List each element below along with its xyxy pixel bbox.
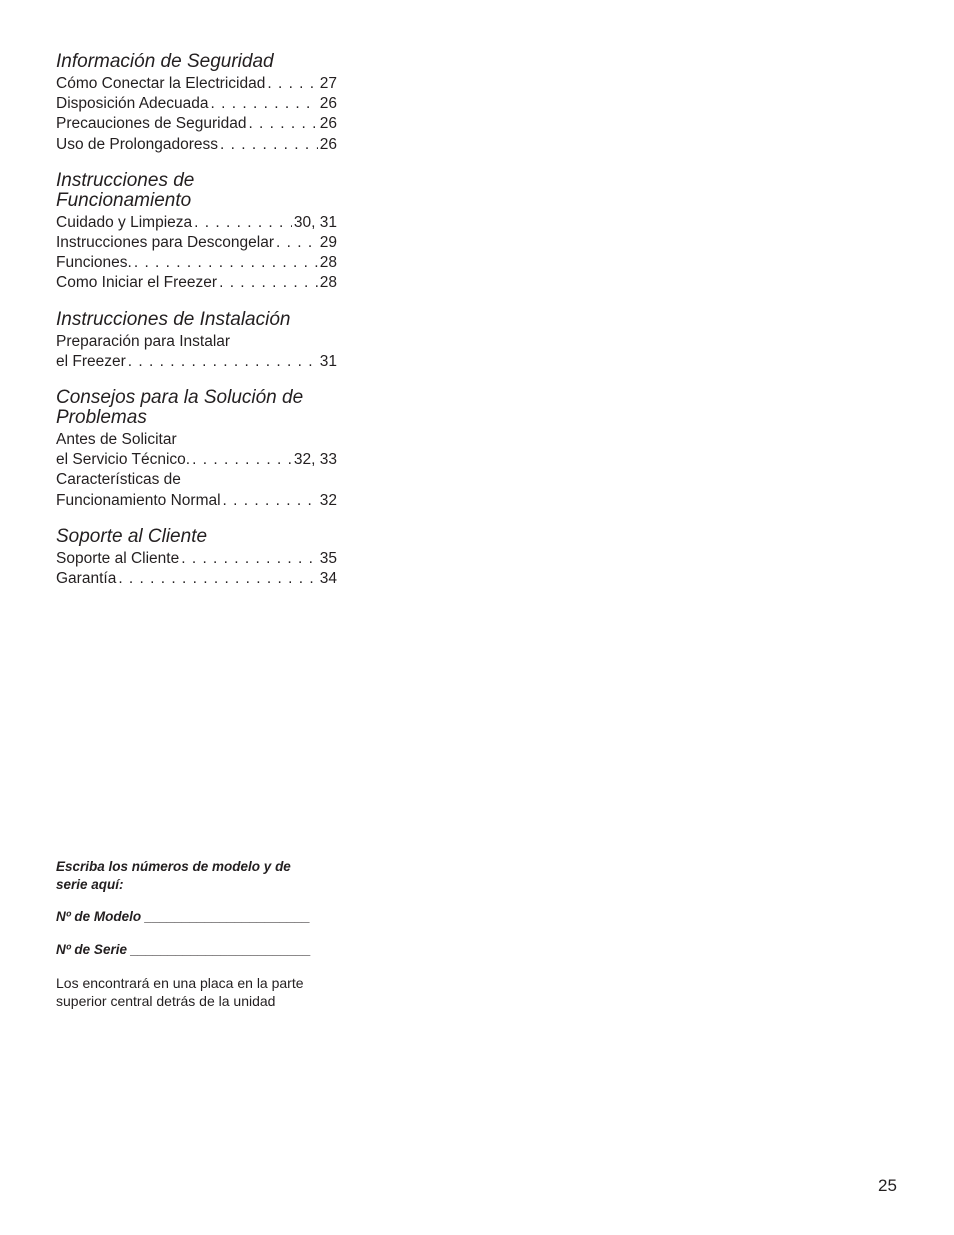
entry-label: Precauciones de Seguridad xyxy=(56,115,247,133)
entry-label-line1: Antes de Solicitar xyxy=(56,431,177,449)
record-note xyxy=(56,974,336,1010)
section-title-line: Consejos para la Solución de xyxy=(56,387,304,409)
section-title-line: Funcionamiento xyxy=(56,189,192,211)
dot-leader xyxy=(223,491,318,511)
dot-leader xyxy=(248,114,317,134)
dot-leader xyxy=(219,273,318,293)
section-title-line: Instrucciones de xyxy=(56,169,195,191)
record-note-line: Los encontrará en una placa en la parte xyxy=(56,975,304,991)
dot-leader xyxy=(181,549,318,569)
toc-entry[interactable] xyxy=(56,470,337,510)
toc-entry[interactable] xyxy=(56,135,337,155)
entry-label: Funciones. xyxy=(56,254,132,272)
toc-section-troubleshooting xyxy=(56,388,337,511)
entry-label: Garantía xyxy=(56,570,117,588)
section-title: Soporte al Cliente xyxy=(56,525,208,547)
entry-label: Cuidado y Limpieza xyxy=(56,213,193,231)
entry-page: 31 xyxy=(319,352,337,370)
entry-label: Funcionamiento Normal xyxy=(56,491,221,509)
entry-page: 28 xyxy=(319,254,337,272)
section-title: Información de Seguridad xyxy=(56,51,274,72)
record-heading-line: Escriba los números de modelo y de xyxy=(56,859,291,874)
dot-leader xyxy=(134,253,318,273)
record-note-line: superior central detrás de la unidad xyxy=(56,993,276,1009)
section-title xyxy=(56,171,337,211)
entry-page: 35 xyxy=(319,549,337,567)
entry-label: el Servicio Técnico. xyxy=(56,451,191,469)
toc-entry[interactable] xyxy=(56,332,337,372)
toc-section-safety xyxy=(56,52,337,155)
entry-page: 28 xyxy=(319,274,337,292)
serial-number-field[interactable]: Nº de Serie ________________________ xyxy=(56,942,311,957)
toc-entry[interactable] xyxy=(56,430,337,470)
toc-entry[interactable] xyxy=(56,233,337,253)
entry-label: Instrucciones para Descongelar xyxy=(56,234,274,252)
dot-leader xyxy=(267,74,317,94)
dot-leader xyxy=(194,213,292,233)
section-title xyxy=(56,388,337,428)
toc-entry[interactable] xyxy=(56,569,337,589)
table-of-contents xyxy=(56,52,337,605)
dot-leader xyxy=(276,233,318,253)
toc-entry[interactable] xyxy=(56,549,337,569)
entry-page: 30, 31 xyxy=(293,213,337,231)
dot-leader xyxy=(192,450,292,470)
record-heading xyxy=(56,858,336,894)
toc-entry[interactable] xyxy=(56,273,337,293)
entry-page: 32 xyxy=(319,491,337,509)
entry-page: 26 xyxy=(319,135,337,153)
entry-label: Como Iniciar el Freezer xyxy=(56,274,218,292)
toc-section-installation xyxy=(56,310,337,372)
entry-label: el Freezer xyxy=(56,352,126,370)
entry-page: 34 xyxy=(319,570,337,588)
entry-page: 29 xyxy=(319,234,337,252)
entry-label-line1: Preparación para Instalar xyxy=(56,332,231,350)
entry-page: 32, 33 xyxy=(293,451,337,469)
toc-section-customer-support xyxy=(56,527,337,589)
toc-entry[interactable] xyxy=(56,94,337,114)
section-title-line: Problemas xyxy=(56,407,147,429)
entry-page: 27 xyxy=(319,75,337,92)
entry-page: 26 xyxy=(319,115,337,133)
model-number-field[interactable]: Nº de Modelo ______________________ xyxy=(56,909,311,924)
dot-leader xyxy=(128,352,318,372)
toc-entry[interactable] xyxy=(56,74,337,94)
entry-label: Soporte al Cliente xyxy=(56,549,180,567)
model-serial-record xyxy=(56,858,336,1010)
toc-entry[interactable] xyxy=(56,114,337,134)
toc-entry[interactable] xyxy=(56,213,337,233)
entry-label: Uso de Prolongadoress xyxy=(56,135,218,153)
toc-section-operating xyxy=(56,171,337,294)
entry-label: Cómo Conectar la Electricidad xyxy=(56,75,266,92)
record-heading-line: serie aquí: xyxy=(56,877,124,892)
entry-label: Disposición Adecuada xyxy=(56,95,209,113)
entry-label-line1: Características de xyxy=(56,471,181,489)
entry-page: 26 xyxy=(319,95,337,113)
dot-leader xyxy=(211,94,318,114)
dot-leader xyxy=(118,569,317,589)
toc-entry[interactable] xyxy=(56,253,337,273)
page-number: 25 xyxy=(878,1176,897,1195)
dot-leader xyxy=(220,135,318,155)
section-title: Instrucciones de Instalación xyxy=(56,308,291,330)
